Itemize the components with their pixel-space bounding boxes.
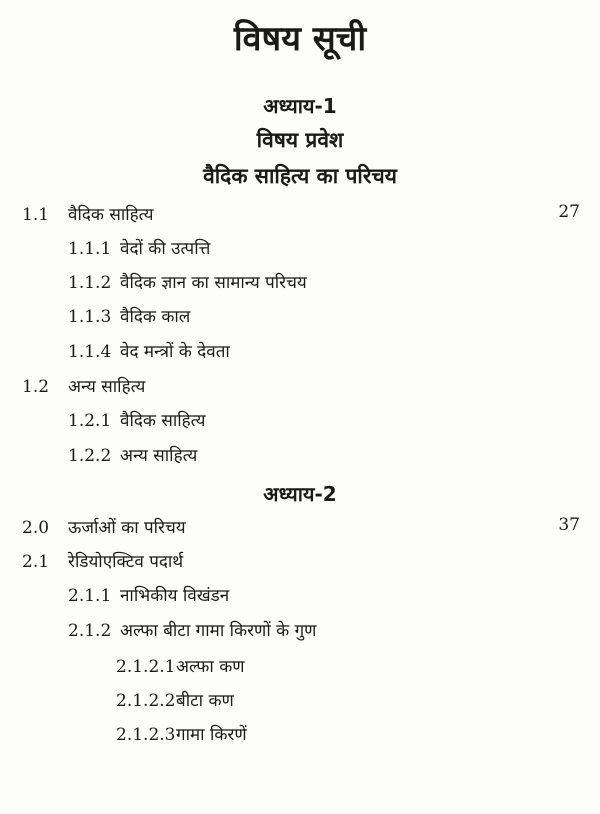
toc-entry-number: 1.1.2 (68, 273, 112, 293)
toc-entry[interactable] (22, 549, 183, 572)
toc-entry-text: रेडियोएक्टिव पदार्थ (68, 552, 184, 572)
toc-entry-text: अल्फा कण (176, 657, 245, 677)
toc-entry-number: 1.2 (22, 377, 50, 397)
toc-entry-page: 37 (558, 515, 580, 535)
toc-entry-text: अन्य साहित्य (120, 446, 198, 466)
toc-entry-number: 2.1.2 (68, 621, 112, 641)
toc-entry[interactable] (68, 443, 197, 466)
toc-entry[interactable] (116, 722, 247, 745)
toc-entry[interactable] (68, 304, 190, 327)
toc-entry-text: वेद मन्त्रों के देवता (120, 342, 230, 362)
toc-entry[interactable] (68, 339, 230, 362)
toc-entry-number: 2.1 (22, 552, 50, 572)
toc-entry[interactable] (68, 270, 307, 293)
toc-entry-number: 1.2.1 (68, 411, 112, 431)
toc-entry-page: 27 (558, 202, 580, 222)
toc-entry[interactable] (22, 202, 153, 225)
toc-entry[interactable] (68, 618, 316, 641)
toc-entry-number: 1.2.2 (68, 446, 112, 466)
toc-entry[interactable] (116, 688, 234, 711)
toc-entry-text: अल्फा बीटा गामा किरणों के गुण (120, 621, 317, 641)
toc-entry[interactable] (116, 654, 245, 677)
toc-entry-text: वेदों की उत्पत्ति (120, 239, 211, 259)
toc-entry-number: 2.0 (22, 518, 50, 538)
toc-entry-text: नाभिकीय विखंडन (120, 586, 230, 606)
toc-entry[interactable] (22, 515, 186, 538)
toc-entry-text: वैदिक काल (120, 307, 191, 327)
toc-entry-text: वैदिक ज्ञान का सामान्य परिचय (120, 273, 307, 293)
toc-entry-number: 1.1.4 (68, 342, 112, 362)
toc-entry[interactable] (68, 583, 229, 606)
toc-entry-text: वैदिक साहित्य (68, 205, 154, 225)
toc-entry-number: 2.1.2.3 (116, 725, 176, 745)
toc-entry-number: 2.1.2.1 (116, 657, 176, 677)
toc-entry-number: 2.1.2.2 (116, 691, 176, 711)
chapter-1-subtitle: विषय प्रवेश (256, 128, 344, 152)
toc-entry-number: 1.1.3 (68, 307, 112, 327)
toc-entry-text: बीटा कण (176, 691, 234, 711)
chapter-1-title: वैदिक साहित्य का परिचय (203, 164, 397, 188)
toc-entry-text: वैदिक साहित्य (120, 411, 206, 431)
toc-entry-number: 1.1.1 (68, 239, 112, 259)
toc-entry[interactable] (68, 408, 205, 431)
toc-entry-number: 1.1 (22, 205, 50, 225)
toc-entry-text: अन्य साहित्य (68, 377, 146, 397)
toc-entry-text: ऊर्जाओं का परिचय (68, 518, 186, 538)
page-title: विषय सूची (233, 19, 367, 59)
toc-entry-text: गामा किरणें (176, 725, 247, 745)
toc-entry[interactable] (22, 374, 145, 397)
chapter-1-label: अध्याय-1 (263, 94, 337, 118)
toc-entry[interactable] (68, 236, 210, 259)
toc-entry-number: 2.1.1 (68, 586, 112, 606)
chapter-2-label: अध्याय-2 (263, 482, 337, 506)
